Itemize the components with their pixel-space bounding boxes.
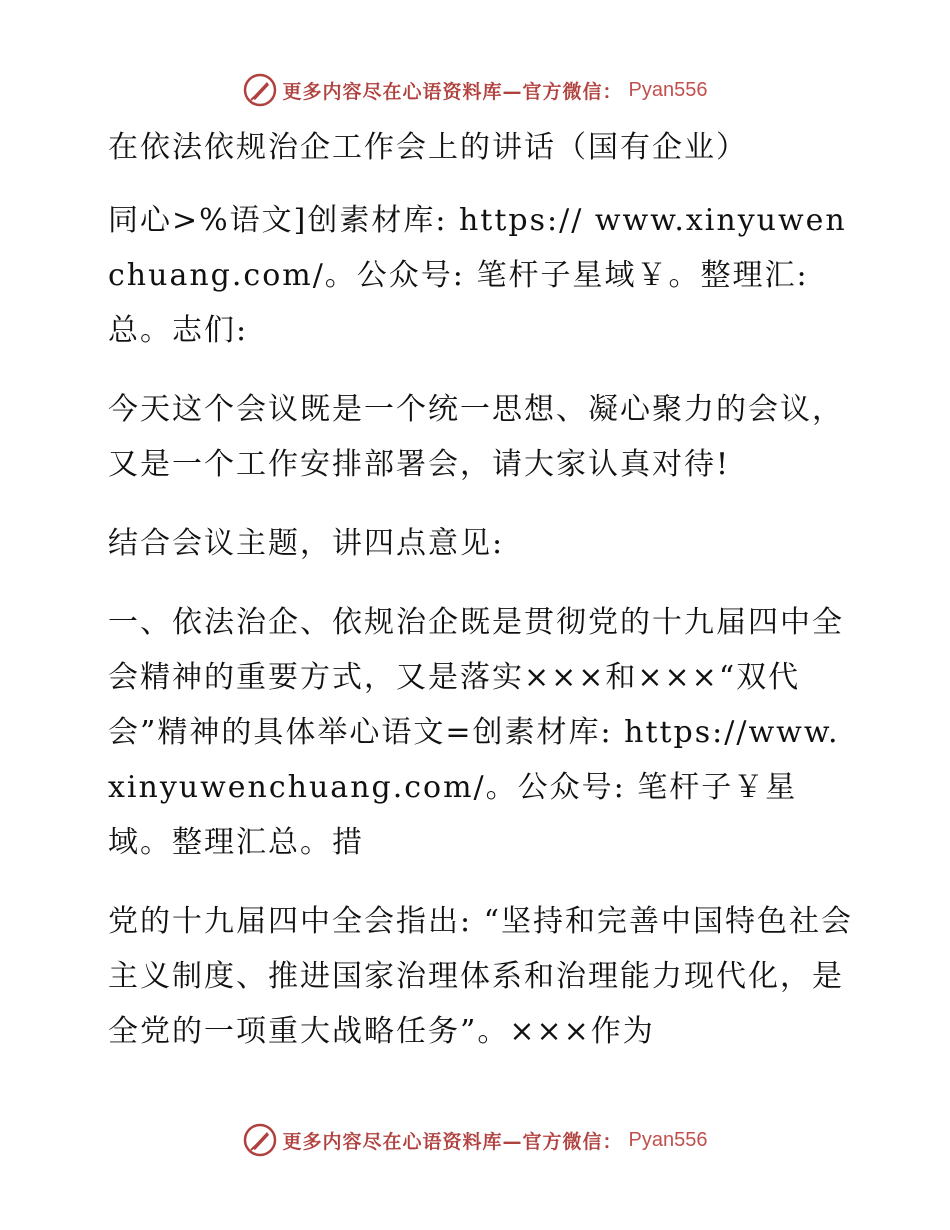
document-title: 在依法依规治企工作会上的讲话（国有企业） bbox=[108, 130, 748, 165]
watermark-account: Pyan556 bbox=[628, 1128, 708, 1151]
paragraph-1: 同心>%语文]创素材库: https:// www.xinyuwenchuang.com/。公众号: 笔杆子星域￥。整理汇:总。志们: bbox=[108, 203, 847, 348]
document-body bbox=[98, 120, 858, 1083]
feather-pen-logo-icon bbox=[243, 73, 277, 107]
footer-watermark bbox=[0, 1120, 950, 1160]
paragraph-4: 一、依法治企、依规治企既是贯彻党的十九届四中全会精神的重要方式，又是落实×××和×××“双代会”精神的具体举心语文=创素材库: https://www.xinyuwenchuang.com/。公众号: 笔杆子￥星域。整理汇总。措 bbox=[108, 605, 844, 860]
paragraph-3: 结合会议主题，讲四点意见: bbox=[108, 526, 505, 561]
feather-pen-logo-icon bbox=[243, 1123, 277, 1157]
watermark-text: 更多内容尽在心语资料库—官方微信： bbox=[282, 1130, 623, 1153]
paragraph-2: 今天这个会议既是一个统一思想、凝心聚力的会议，又是一个工作安排部署会，请大家认真对待! bbox=[108, 392, 844, 482]
header-watermark bbox=[0, 70, 950, 110]
watermark-account: Pyan556 bbox=[628, 78, 708, 101]
watermark-text: 更多内容尽在心语资料库—官方微信： bbox=[282, 80, 623, 103]
paragraph-5: 党的十九届四中全会指出: “坚持和完善中国特色社会主义制度、推进国家治理体系和治理能力现代化，是全党的一项重大战略任务”。×××作为 bbox=[108, 904, 853, 1049]
